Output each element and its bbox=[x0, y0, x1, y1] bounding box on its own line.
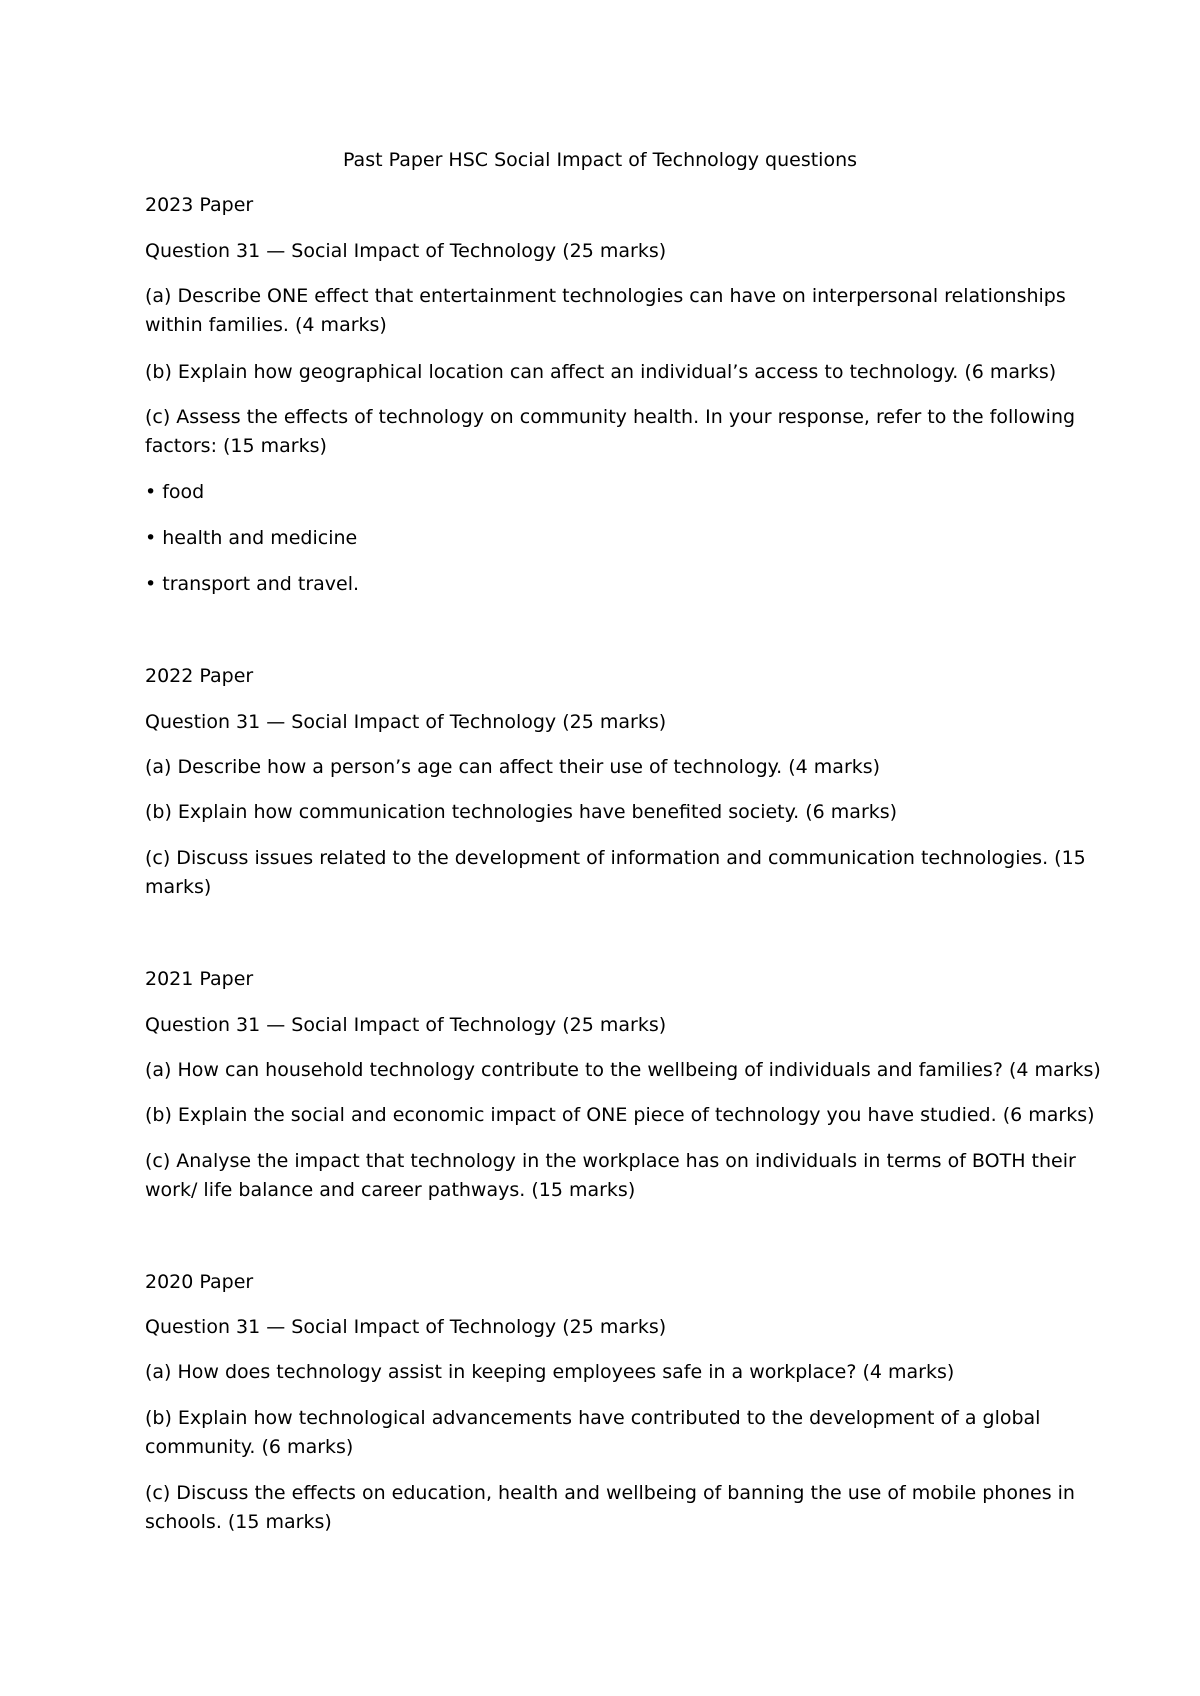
question-part-c-line-2: marks) bbox=[145, 876, 212, 898]
document-title: Past Paper HSC Social Impact of Technology questions bbox=[342, 149, 858, 171]
question-part-b: (b) Explain how geographical location can affect an individual’s access to technology. (6 marks) bbox=[145, 361, 1057, 383]
question-part-a-line-2: within families. (4 marks) bbox=[145, 314, 387, 336]
question-part-b-line-1: (b) Explain how technological advancements have contributed to the development of a global bbox=[145, 1407, 1041, 1429]
question-part-b: (b) Explain how communication technologies have benefited society. (6 marks) bbox=[145, 801, 898, 823]
question-part-b-line-2: community. (6 marks) bbox=[145, 1436, 354, 1458]
paper-heading-2022: 2022 Paper bbox=[145, 665, 254, 687]
question-part-c-line-1: (c) Discuss issues related to the development of information and communication technologies. (15 bbox=[145, 847, 1086, 869]
question-part-c-line-1: (c) Assess the effects of technology on community health. In your response, refer to the following bbox=[145, 406, 1076, 428]
question-heading-2020: Question 31 — Social Impact of Technology (25 marks) bbox=[145, 1316, 667, 1338]
paper-heading-2021: 2021 Paper bbox=[145, 968, 254, 990]
question-part-a: (a) How can household technology contribute to the wellbeing of individuals and families? (4 marks) bbox=[145, 1059, 1101, 1081]
question-part-c-line-2: schools. (15 marks) bbox=[145, 1511, 332, 1533]
question-part-c-line-2: work/ life balance and career pathways. (15 marks) bbox=[145, 1179, 636, 1201]
question-heading-2023: Question 31 — Social Impact of Technology (25 marks) bbox=[145, 240, 667, 262]
question-part-b: (b) Explain the social and economic impact of ONE piece of technology you have studied. (6 marks) bbox=[145, 1104, 1095, 1126]
question-heading-2022: Question 31 — Social Impact of Technology (25 marks) bbox=[145, 711, 667, 733]
question-part-c-line-2: factors: (15 marks) bbox=[145, 435, 327, 457]
bullet-item: • food bbox=[145, 481, 205, 503]
question-part-c-line-1: (c) Discuss the effects on education, health and wellbeing of banning the use of mobile phones in bbox=[145, 1482, 1075, 1504]
question-heading-2021: Question 31 — Social Impact of Technology (25 marks) bbox=[145, 1014, 667, 1036]
paper-heading-2020: 2020 Paper bbox=[145, 1271, 254, 1293]
question-part-a: (a) Describe how a person’s age can affect their use of technology. (4 marks) bbox=[145, 756, 881, 778]
bullet-item: • transport and travel. bbox=[145, 573, 360, 595]
paper-heading-2023: 2023 Paper bbox=[145, 194, 254, 216]
question-part-a: (a) How does technology assist in keeping employees safe in a workplace? (4 marks) bbox=[145, 1361, 955, 1383]
bullet-item: • health and medicine bbox=[145, 527, 358, 549]
question-part-c-line-1: (c) Analyse the impact that technology in the workplace has on individuals in terms of BOTH their bbox=[145, 1150, 1076, 1172]
question-part-a-line-1: (a) Describe ONE effect that entertainment technologies can have on interpersonal relationships bbox=[145, 285, 1066, 307]
